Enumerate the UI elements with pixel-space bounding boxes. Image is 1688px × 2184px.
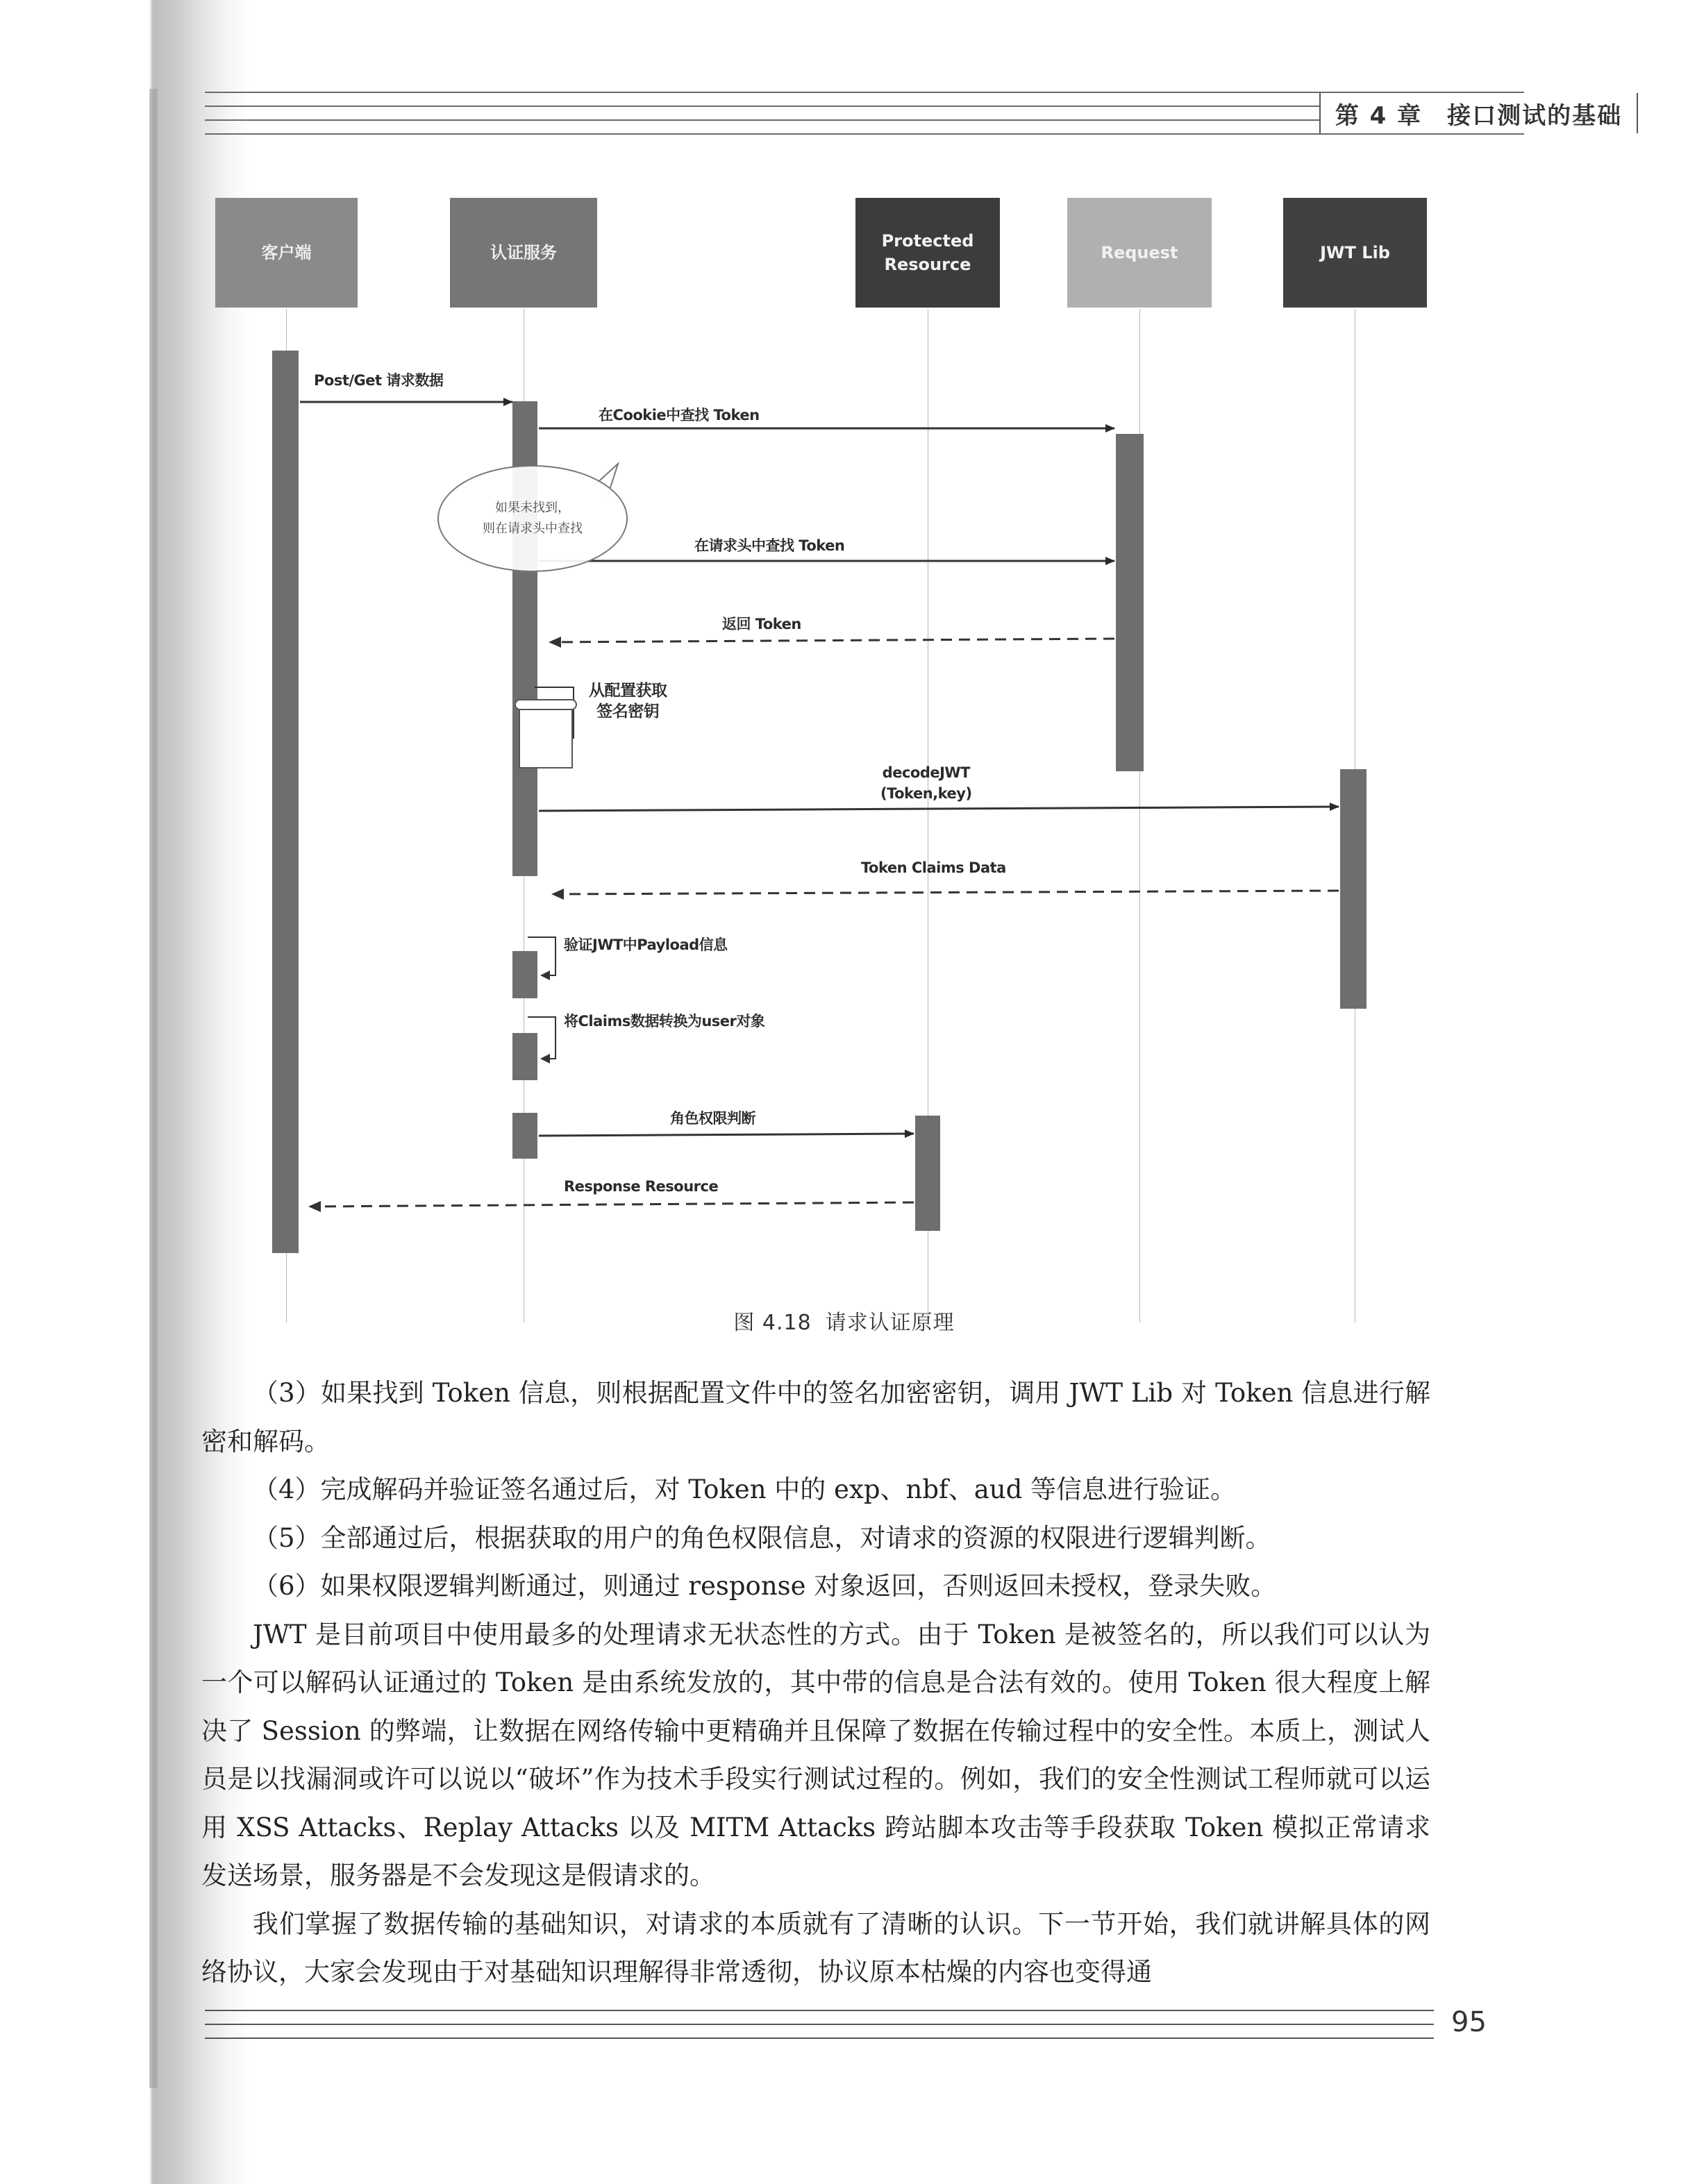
actor-request: Request xyxy=(1067,198,1212,308)
page-number: 95 xyxy=(1451,2006,1487,2038)
paragraph: （5）全部通过后，根据获取的用户的角色权限信息，对请求的资源的权限进行逻辑判断。 xyxy=(253,1522,1271,1553)
chapter-number: 第 4 章 xyxy=(1335,101,1423,130)
message-label: 在Cookie中查找 Token xyxy=(599,407,760,423)
message-label: 在请求头中查找 Token xyxy=(694,537,845,554)
paragraph: JWT 是目前项目中使用最多的处理请求无状态性的方式。由于 Token 是被签名的，所以我们可以认为一个可以解码认证通过的 Token 是由系统发放的，其中带的信息是合法有效的。使用 Token 很大程度上解决了 Session 的弊端，让数据在网络传输中更精确并且保障了数据在传输过程中的安全性。本质上，测试人员是以找漏洞或许可以说以“破坏”作为技术手段实行测试过程的。例如，我们的安全性测试工程师就可以运用 XSS Attacks、Replay Attacks 以及 MITM Attacks 跨站脚本攻击等手段获取 Token 模拟正常请求发送场景，服务器是不会发现这是假请求的。 xyxy=(201,1619,1430,1890)
paragraph: （3）如果找到 Token 信息，则根据配置文件中的签名加密密钥，调用 JWT Lib 对 Token 信息进行解密和解码。 xyxy=(201,1378,1430,1456)
message-label: Response Resource xyxy=(564,1178,719,1195)
actor-client: 客户端 xyxy=(215,198,358,308)
body-text xyxy=(201,1369,1430,1997)
message-label: 验证JWT中Payload信息 xyxy=(564,936,728,953)
footer-rule xyxy=(205,2010,1434,2011)
message-label: decodeJWT (Token,key) xyxy=(880,764,972,802)
paragraph: （4）完成解码并验证签名通过后，对 Token 中的 exp、nbf、aud 等信息进行验证。 xyxy=(253,1475,1237,1504)
figure-title: 请求认证原理 xyxy=(825,1311,955,1335)
message-label: 返回 Token xyxy=(722,616,801,632)
paragraph: （6）如果权限逻辑判断通过，则通过 response 对象返回，否则返回未授权，登录失败。 xyxy=(253,1571,1277,1601)
actor-jwt-lib: JWT Lib xyxy=(1283,198,1427,308)
actor-auth-service: 认证服务 xyxy=(450,198,597,308)
footer-rule xyxy=(205,2024,1434,2025)
message-label: 从配置获取 签名密钥 xyxy=(589,682,667,721)
message-label: Post/Get 请求数据 xyxy=(314,372,444,389)
footer-rule xyxy=(205,2038,1434,2039)
figure-caption xyxy=(0,1305,1688,1336)
message-label: Token Claims Data xyxy=(861,859,1006,876)
paragraph: 我们掌握了数据传输的基础知识，对请求的本质就有了清晰的认识。下一节开始，我们就讲解具体的网络协议，大家会发现由于对基础知识理解得非常透彻，协议原本枯燥的内容也变得通 xyxy=(201,1908,1430,1987)
message-label: 角色权限判断 xyxy=(670,1110,755,1127)
chapter-title: 接口测试的基础 xyxy=(1447,101,1623,130)
note-bubble: 如果未找到， 则在请求头中查找 xyxy=(437,465,628,572)
figure-number: 图 4.18 xyxy=(733,1311,812,1335)
actor-protected-resource: Protected Resource xyxy=(855,198,1000,308)
message-label: 将Claims数据转换为user对象 xyxy=(564,1013,765,1030)
page-footer xyxy=(205,2010,1434,2058)
